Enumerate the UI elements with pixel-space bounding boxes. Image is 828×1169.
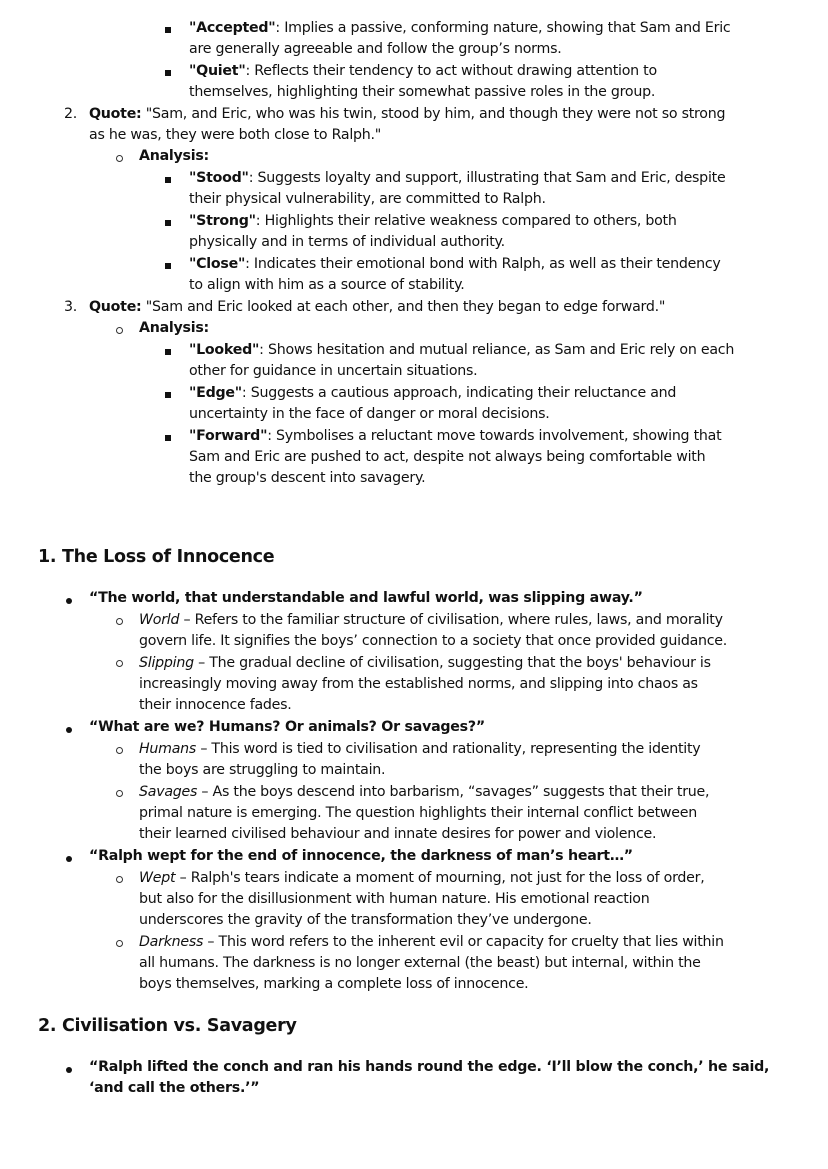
circle-bullet-icon	[116, 783, 123, 804]
list-number: 3.	[64, 299, 78, 315]
section-heading-civilisation-vs-savagery: 2. Civilisation vs. Savagery	[38, 1016, 297, 1036]
section-heading-loss-of-innocence: 1. The Loss of Innocence	[38, 547, 275, 567]
square-bullet-icon	[165, 62, 171, 83]
square-bullet-icon	[165, 212, 171, 233]
square-bullet-icon	[165, 19, 171, 40]
quote-text: “Ralph lifted the conch and ran his hands round the edge. ‘I’ll blow the conch,’ he said,	[89, 1059, 770, 1075]
circle-bullet-icon	[116, 740, 123, 761]
circle-bullet-icon	[116, 653, 123, 674]
quote-text: “What are we? Humans? Or animals? Or savages?”	[89, 719, 485, 735]
quote-text: “Ralph wept for the end of innocence, the darkness of man’s heart…”	[89, 848, 633, 864]
square-bullet-icon	[165, 169, 171, 190]
list-number: 2.	[64, 106, 78, 122]
square-bullet-icon	[165, 427, 171, 448]
circle-bullet-icon	[116, 611, 123, 632]
analysis-term: "Accepted"	[189, 20, 276, 36]
analysis-label: Analysis:	[139, 148, 209, 164]
bullet-dot-icon	[66, 1059, 72, 1080]
quote-label: Quote:	[89, 299, 142, 315]
square-bullet-icon	[165, 255, 171, 276]
analysis-label: Analysis:	[139, 320, 209, 336]
square-bullet-icon	[165, 384, 171, 405]
bullet-dot-icon	[66, 719, 72, 740]
analysis-term: "Quiet"	[189, 63, 246, 79]
quote-label: Quote:	[89, 106, 142, 122]
circle-bullet-icon	[116, 320, 123, 341]
square-bullet-icon	[165, 341, 171, 362]
bullet-dot-icon	[66, 848, 72, 869]
bullet-dot-icon	[66, 590, 72, 611]
quote-text: “The world, that understandable and lawful world, was slipping away.”	[89, 590, 643, 606]
circle-bullet-icon	[116, 148, 123, 169]
circle-bullet-icon	[116, 869, 123, 890]
circle-bullet-icon	[116, 933, 123, 954]
